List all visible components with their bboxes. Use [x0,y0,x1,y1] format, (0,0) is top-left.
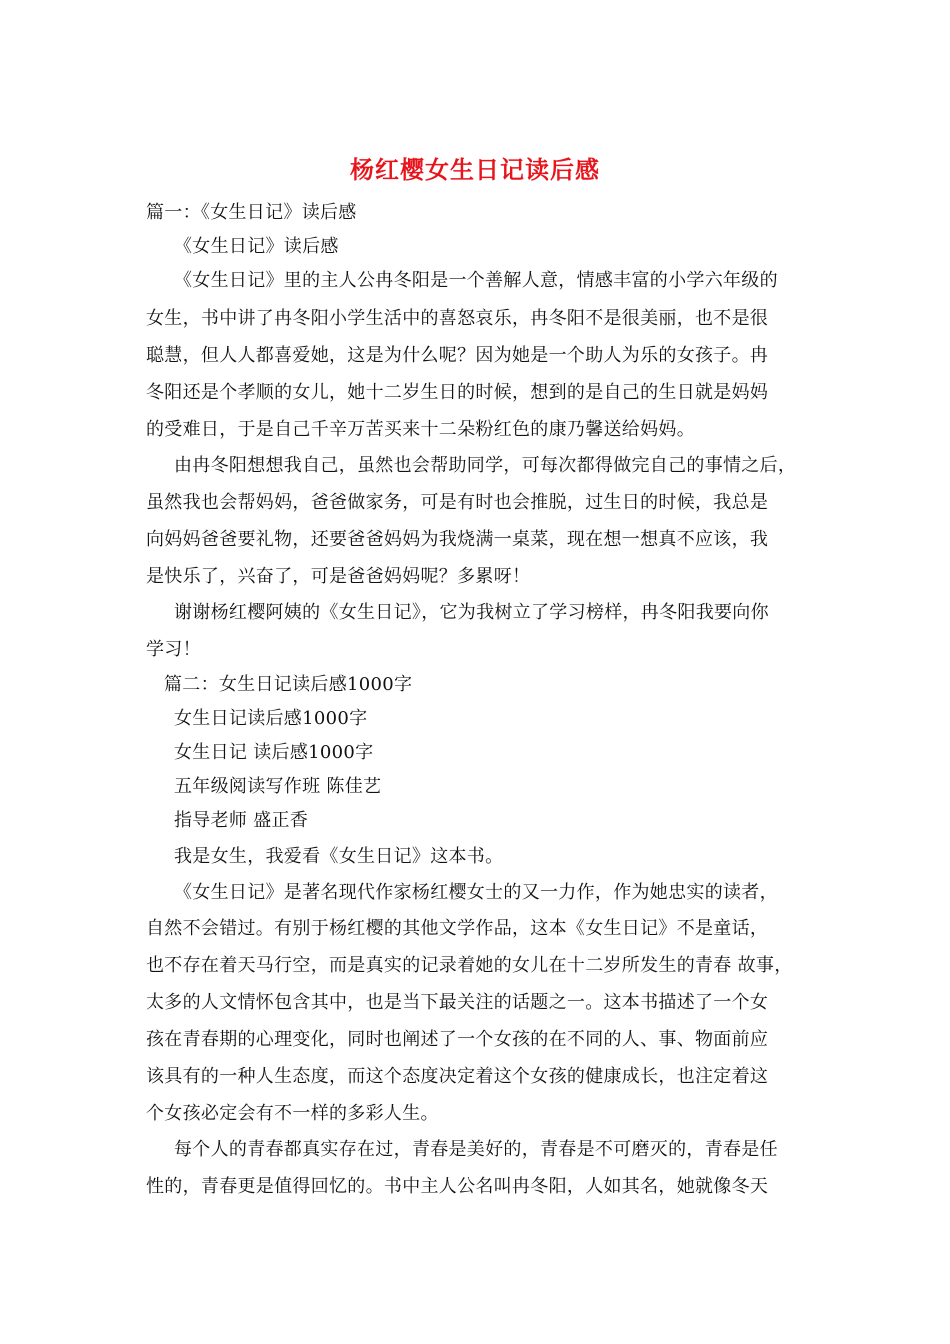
paragraph-line: 女生日记读后感1000字 [174,708,368,729]
paragraph-line: 冬阳还是个孝顺的女儿，她十二岁生日的时候，想到的是自己的生日就是妈妈 [146,382,769,403]
paragraph-line: 的受难日，于是自己千辛万苦买来十二朵粉红色的康乃馨送给妈妈。 [146,419,695,440]
paragraph-line: 是快乐了，兴奋了，可是爸爸妈妈呢？多累呀！ [146,566,531,587]
paragraph-line: 由冉冬阳想想我自己，虽然也会帮助同学，可每次都得做完自己的事情之后， [174,455,797,476]
paragraph-line: 我是女生，我爱看《女生日记》这本书。 [174,846,504,867]
section-heading-2: 篇二：女生日记读后感1000字 [164,674,413,695]
paragraph-line: 聪慧，但人人都喜爱她，这是为什么呢？因为她是一个助人为乐的女孩子。冉 [146,345,769,366]
paragraph-line: 也不存在着天马行空，而是真实的记录着她的女儿在十二岁所发生的青春 故事， [146,955,793,976]
paragraph-line: 女生日记 读后感1000字 [174,742,374,763]
paragraph-line: 《女生日记》里的主人公冉冬阳是一个善解人意，情感丰富的小学六年级的 [174,270,778,291]
document-title: 杨红樱女生日记读后感 [350,155,600,184]
paragraph-line: 学习！ [146,639,201,660]
paragraph-line: 向妈妈爸爸要礼物，还要爸爸妈妈为我烧满一桌菜，现在想一想真不应该，我 [146,529,769,550]
paragraph-line: 《女生日记》是著名现代作家杨红樱女士的又一力作，作为她忠实的读者， [174,882,778,903]
paragraph-line: 自然不会错过。有别于杨红樱的其他文学作品，这本《女生日记》不是童话， [146,918,769,939]
paragraph-line: 《女生日记》读后感 [174,236,339,257]
paragraph-line: 女生，书中讲了冉冬阳小学生活中的喜怒哀乐，冉冬阳不是很美丽，也不是很 [146,308,769,329]
paragraph-line: 虽然我也会帮妈妈，爸爸做家务，可是有时也会推脱，过生日的时候，我总是 [146,492,769,513]
paragraph-line: 该具有的一种人生态度，而这个态度决定着这个女孩的健康成长，也注定着这 [146,1066,769,1087]
paragraph-line: 谢谢杨红樱阿姨的《女生日记》，它为我树立了学习榜样，冉冬阳我要向你 [174,602,769,623]
paragraph-line: 太多的人文情怀包含其中，也是当下最关注的话题之一。这本书描述了一个女 [146,992,769,1013]
paragraph-line: 指导老师 盛正香 [174,810,309,831]
section-heading-1: 篇一：《女生日记》读后感 [146,202,357,223]
paragraph-line: 孩在青春期的心理变化，同时也阐述了一个女孩的在不同的人、事、物面前应 [146,1029,769,1050]
paragraph-line: 个女孩必定会有不一样的多彩人生。 [146,1103,439,1124]
paragraph-line: 五年级阅读写作班 陈佳艺 [174,776,382,797]
paragraph-line: 性的，青春更是值得回忆的。书中主人公名叫冉冬阳，人如其名，她就像冬天 [146,1176,769,1197]
paragraph-line: 每个人的青春都真实存在过，青春是美好的，青春是不可磨灭的，青春是任 [174,1139,778,1160]
